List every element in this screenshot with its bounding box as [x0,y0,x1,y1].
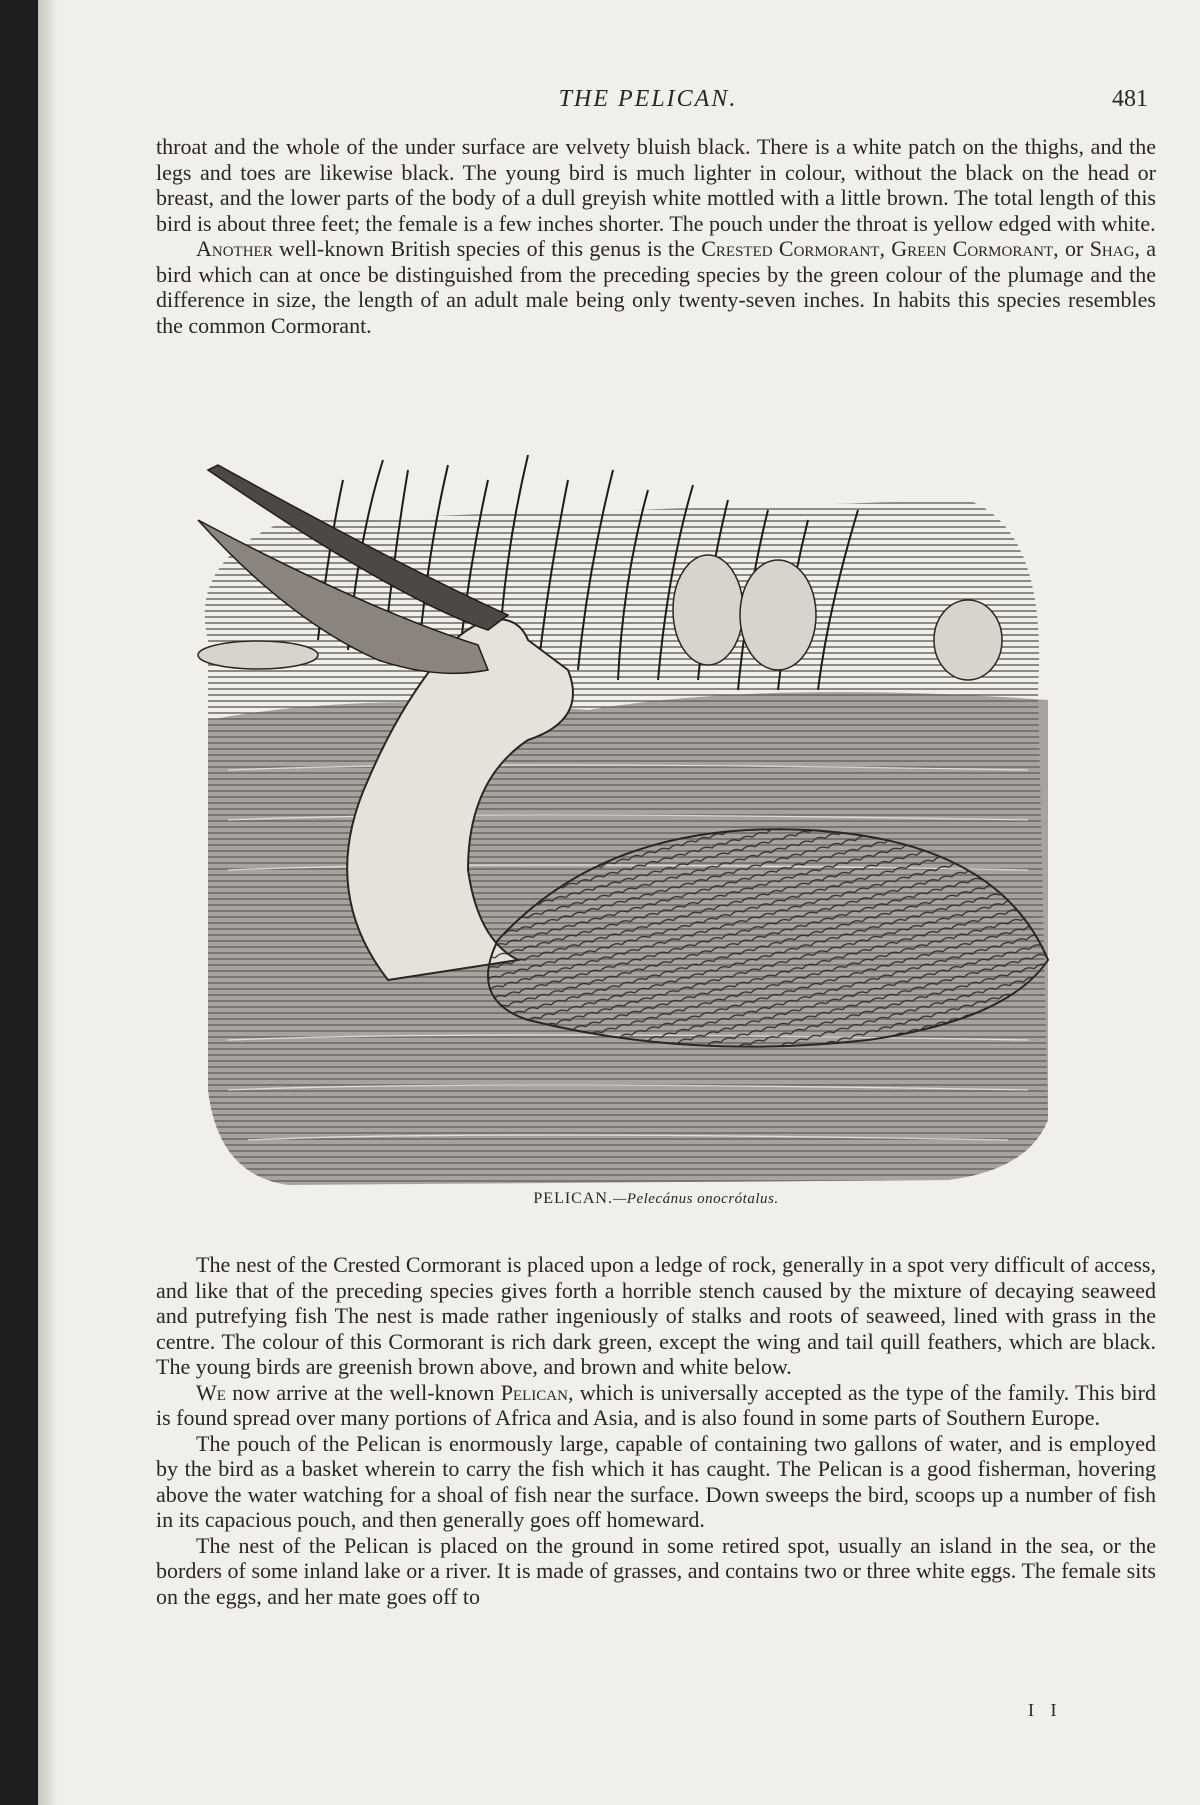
pelican-illustration [168,440,1114,1200]
drop-word: Another [196,236,273,261]
text-run: well-known British species of this genus is the [272,236,702,261]
paragraph-crested-cormorant-nest: The nest of the Crested Cormorant is placed upon a ledge of rock, generally in a spot very difficult of access, and like that of the preceding species gives forth a horrible stench caused by the mixture of decaying seaweed and putrefying fish The nest is made rather ingeniously of stalks and roots of seaweed, lined with grass in the centre. The colour of this Cormorant is rich dark green, except the wing and tail quill feathers, which are black. The young birds are greenish brown above, and brown and white below. [156,1252,1156,1379]
paragraph-crested-cormorant [156,236,1156,338]
bottom-text-block [156,1252,1156,1609]
pelican-engraving [168,440,1114,1200]
caption-latin-name: —Pelecánus onocrótalus. [612,1191,779,1207]
paragraph-pelican-pouch: The pouch of the Pelican is enormously large, capable of containing two gallons of water, and is employed by the bird as a basket wherein to carry the fish which it has caught. The Pelican is a good fisherman, hovering above the water watching for a shoal of fish near the surface. Down sweeps the bird, scoops up a number of fish in its capacious pouch, and then generally goes off homeward. [156,1430,1156,1532]
species-name: Crested Cormorant, Green Cormorant, [701,236,1059,261]
species-name-pelican: Pelican, [500,1379,574,1405]
paragraph-pelican-intro [156,1380,1156,1431]
signature-folio: I I [1028,1700,1063,1720]
running-title: THE PELICAN. [558,86,738,112]
top-text-block [156,134,1156,338]
text-run: a bird which can at once be distinguished from the preceding species by the green colour of the plumage and the difference in size, the length of an adult male being only twenty-seven inches. In habits this species resembles the common Cormorant. [156,236,1157,338]
text-run: or [1058,236,1090,261]
book-page [38,0,1200,1805]
text-run: now arrive at the well-known [225,1379,501,1405]
paragraph-cormorant-description: throat and the whole of the under surface are velvety bluish black. There is a white patch on the thighs, and the legs and toes are likewise black. The young bird is much lighter in colour, without the black on the head or breast, and the lower parts of the body of a dull greyish white mottled with a little brown. The total length of this bird is about three feet; the female is a few inches shorter. The pouch under the throat is yellow edged with white. [156,134,1156,236]
caption-common-name: PELICAN. [533,1190,613,1207]
species-name-shag: Shag, [1089,236,1140,261]
page-number: 481 [1112,86,1148,112]
page-header [148,86,1148,122]
page-edge-shadow [38,0,58,1805]
paragraph-pelican-nest: The nest of the Pelican is placed on the ground in some retired spot, usually an island in the sea, or the borders of some inland lake or a river. It is made of grasses, and contains two or three white eggs. The female sits on the eggs, and her mate goes off to [156,1532,1156,1609]
figure-caption [156,1190,1156,1208]
drop-word: We [196,1379,226,1405]
text-run: which is universally accepted as the type of the family. This bird is found spread over many portions of Africa and Asia, and is also found in some parts of Southern Europe. [156,1379,1156,1430]
